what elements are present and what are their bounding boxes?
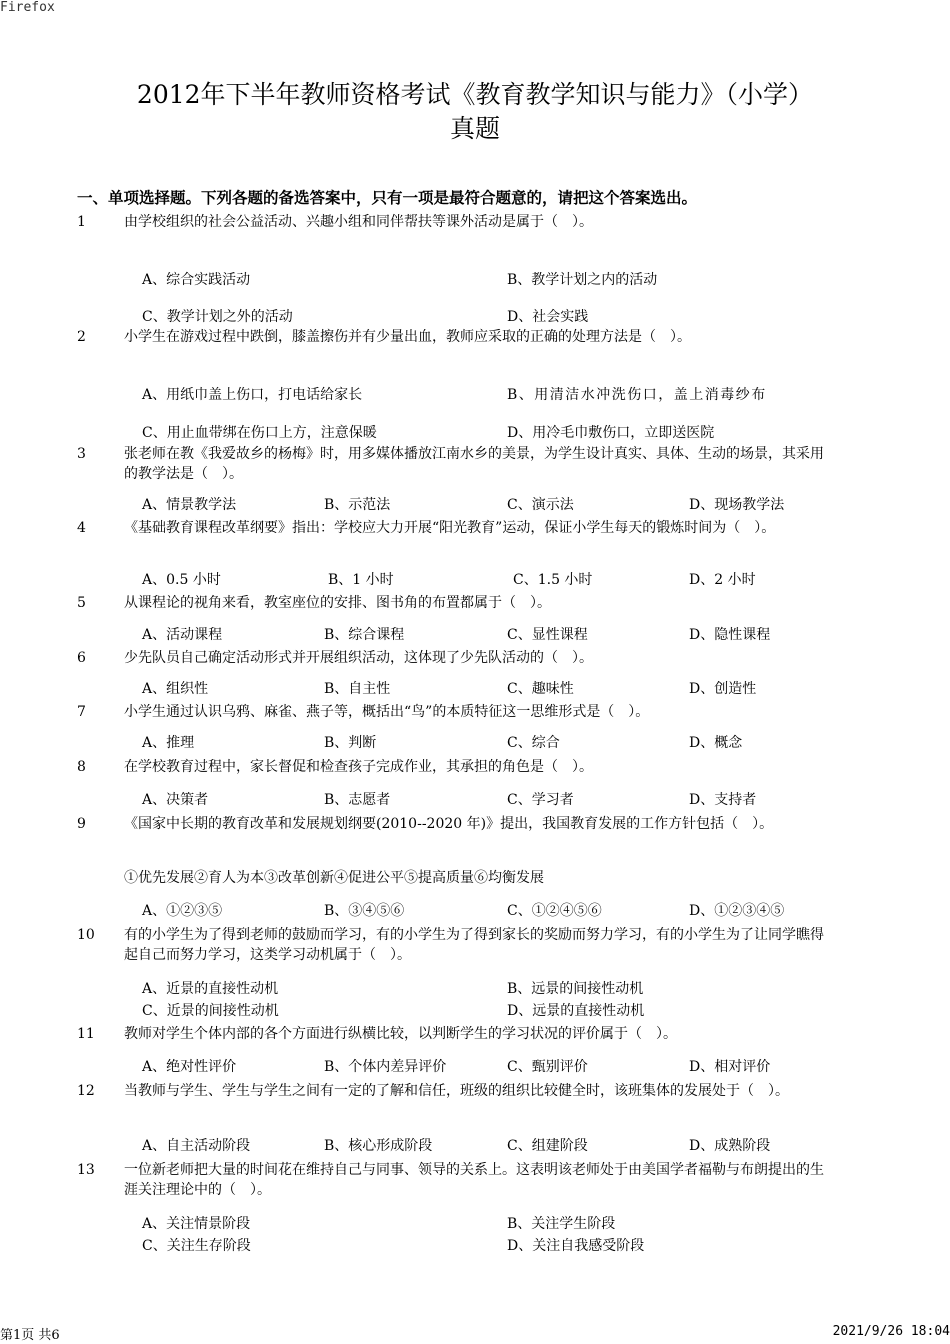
- option-c: C、①②④⑤⑥: [507, 903, 602, 919]
- option-c: C、甄别评价: [507, 1059, 588, 1075]
- option-d: D、用冷毛巾敷伤口，立即送医院: [507, 425, 715, 441]
- option-a: A、决策者: [142, 792, 209, 808]
- option-a: A、用纸巾盖上伤口，打电话给家长: [142, 387, 363, 403]
- title-line-2: 真题: [449, 114, 500, 143]
- option-a: A、推理: [142, 735, 195, 751]
- option-d: D、远景的直接性动机: [507, 1003, 645, 1019]
- question-number: 12: [77, 1083, 95, 1099]
- option-d: D、创造性: [689, 681, 757, 697]
- question-number: 10: [77, 927, 95, 943]
- question-text: 少先队员自己确定活动形式并开展组织活动，这体现了少先队活动的（ ）。: [124, 650, 593, 666]
- question-number: 4: [77, 520, 86, 536]
- option-b: B、核心形成阶段: [324, 1138, 433, 1154]
- option-b: B、关注学生阶段: [507, 1216, 616, 1232]
- option-a: A、活动课程: [142, 627, 223, 643]
- question-text: 在学校教育过程中，家长督促和检查孩子完成作业，其承担的角色是（ ）。: [124, 759, 593, 775]
- question-text: 有的小学生为了得到老师的鼓励而学习，有的小学生为了得到家长的奖励而努力学习，有的小学生为了让同学瞧得起自己而努力学习，这类学习动机属于（ ）。: [124, 927, 824, 963]
- question-number: 13: [77, 1162, 95, 1178]
- option-b: B、示范法: [324, 497, 391, 513]
- option-a: A、组织性: [142, 681, 209, 697]
- option-a: A、关注情景阶段: [142, 1216, 251, 1232]
- page-number: 第1页 共6: [0, 1328, 60, 1343]
- option-d: D、①②③④⑤: [689, 903, 785, 919]
- question-number: 2: [77, 329, 86, 345]
- option-d: D、成熟阶段: [689, 1138, 771, 1154]
- question-text: 小学生在游戏过程中跌倒，膝盖擦伤并有少量出血，教师应采取的正确的处理方法是（ ）。: [124, 329, 691, 345]
- question-subtext: ①优先发展②育人为本③改革创新④促进公平⑤提高质量⑥均衡发展: [124, 870, 544, 886]
- option-d: D、相对评价: [689, 1059, 771, 1075]
- option-d: D、现场教学法: [689, 497, 785, 513]
- option-b: B、教学计划之内的活动: [507, 272, 658, 288]
- question-text: 当教师与学生、学生与学生之间有一定的了解和信任，班级的组织比较健全时，该班集体的发展处于（ ）。: [124, 1083, 789, 1099]
- option-c: C、学习者: [507, 792, 574, 808]
- option-c: C、用止血带绑在伤口上方，注意保暖: [142, 425, 377, 441]
- option-c: C、教学计划之外的活动: [142, 309, 293, 325]
- question-number: 9: [77, 816, 86, 832]
- option-d: D、概念: [689, 735, 743, 751]
- option-a: A、①②③⑤: [142, 903, 223, 919]
- question-number: 11: [77, 1026, 95, 1042]
- question-number: 8: [77, 759, 86, 775]
- option-c: C、显性课程: [507, 627, 588, 643]
- question-text: 《国家中长期的教育改革和发展规划纲要(2010--2020 年)》提出，我国教育发展的工作方针包括（ ）。: [124, 816, 774, 832]
- option-a: A、自主活动阶段: [142, 1138, 251, 1154]
- option-c: C、近景的间接性动机: [142, 1003, 279, 1019]
- question-text: 一位新老师把大量的时间花在维持自己与同事、领导的关系上。这表明该老师处于由美国学者福勒与布朗提出的生涯关注理论中的（ ）。: [124, 1162, 824, 1198]
- option-b: B、远景的间接性动机: [507, 981, 644, 997]
- option-b: B、用清洁水冲洗伤口，盖上消毒纱布: [507, 387, 767, 403]
- print-datetime: 2021/9/26 18:04: [832, 1324, 950, 1339]
- question-number: 5: [77, 595, 86, 611]
- option-b: B、志愿者: [324, 792, 391, 808]
- section-heading: 一、单项选择题。下列各题的备选答案中，只有一项是最符合题意的，请把这个答案选出。: [77, 189, 698, 207]
- browser-title: Firefox: [0, 0, 55, 15]
- question-text: 小学生通过认识乌鸦、麻雀、燕子等，概括出“鸟”的本质特征这一思维形式是（ ）。: [124, 704, 650, 720]
- option-d: D、关注自我感受阶段: [507, 1238, 645, 1254]
- page-title: [60, 78, 890, 146]
- option-c: C、关注生存阶段: [142, 1238, 251, 1254]
- option-d: D、支持者: [689, 792, 757, 808]
- question-text: 由学校组织的社会公益活动、兴趣小组和同伴帮扶等课外活动是属于（ ）。: [124, 214, 593, 230]
- option-b: B、1 小时: [328, 572, 394, 588]
- option-b: B、综合课程: [324, 627, 405, 643]
- question-number: 7: [77, 704, 86, 720]
- title-line-1: 2012年下半年教师资格考试《教育教学知识与能力》（小学）: [136, 80, 814, 109]
- option-d: D、隐性课程: [689, 627, 771, 643]
- option-d: D、2 小时: [689, 572, 756, 588]
- option-a: A、0.5 小时: [142, 572, 221, 588]
- option-c: C、演示法: [507, 497, 574, 513]
- question-number: 1: [77, 214, 86, 230]
- question-text: 张老师在教《我爱故乡的杨梅》时，用多媒体播放江南水乡的美景，为学生设计真实、具体、生动的场景，其采用的教学法是（ ）。: [124, 446, 824, 482]
- option-a: A、近景的直接性动机: [142, 981, 279, 997]
- question-number: 3: [77, 446, 86, 462]
- option-d: D、社会实践: [507, 309, 589, 325]
- option-b: B、判断: [324, 735, 377, 751]
- option-a: A、情景教学法: [142, 497, 237, 513]
- option-b: B、自主性: [324, 681, 391, 697]
- question-text: 《基础教育课程改革纲要》指出：学校应大力开展“阳光教育”运动，保证小学生每天的锻炼时间为（ ）。: [124, 520, 776, 536]
- question-number: 6: [77, 650, 86, 666]
- option-a: A、综合实践活动: [142, 272, 251, 288]
- option-c: C、综合: [507, 735, 560, 751]
- option-b: B、个体内差异评价: [324, 1059, 447, 1075]
- option-a: A、绝对性评价: [142, 1059, 237, 1075]
- question-text: 从课程论的视角来看，教室座位的安排、图书角的布置都属于（ ）。: [124, 595, 551, 611]
- question-text: 教师对学生个体内部的各个方面进行纵横比较，以判断学生的学习状况的评价属于（ ）。: [124, 1026, 677, 1042]
- option-c: C、1.5 小时: [513, 572, 593, 588]
- option-c: C、组建阶段: [507, 1138, 588, 1154]
- option-c: C、趣味性: [507, 681, 574, 697]
- option-b: B、③④⑤⑥: [324, 903, 405, 919]
